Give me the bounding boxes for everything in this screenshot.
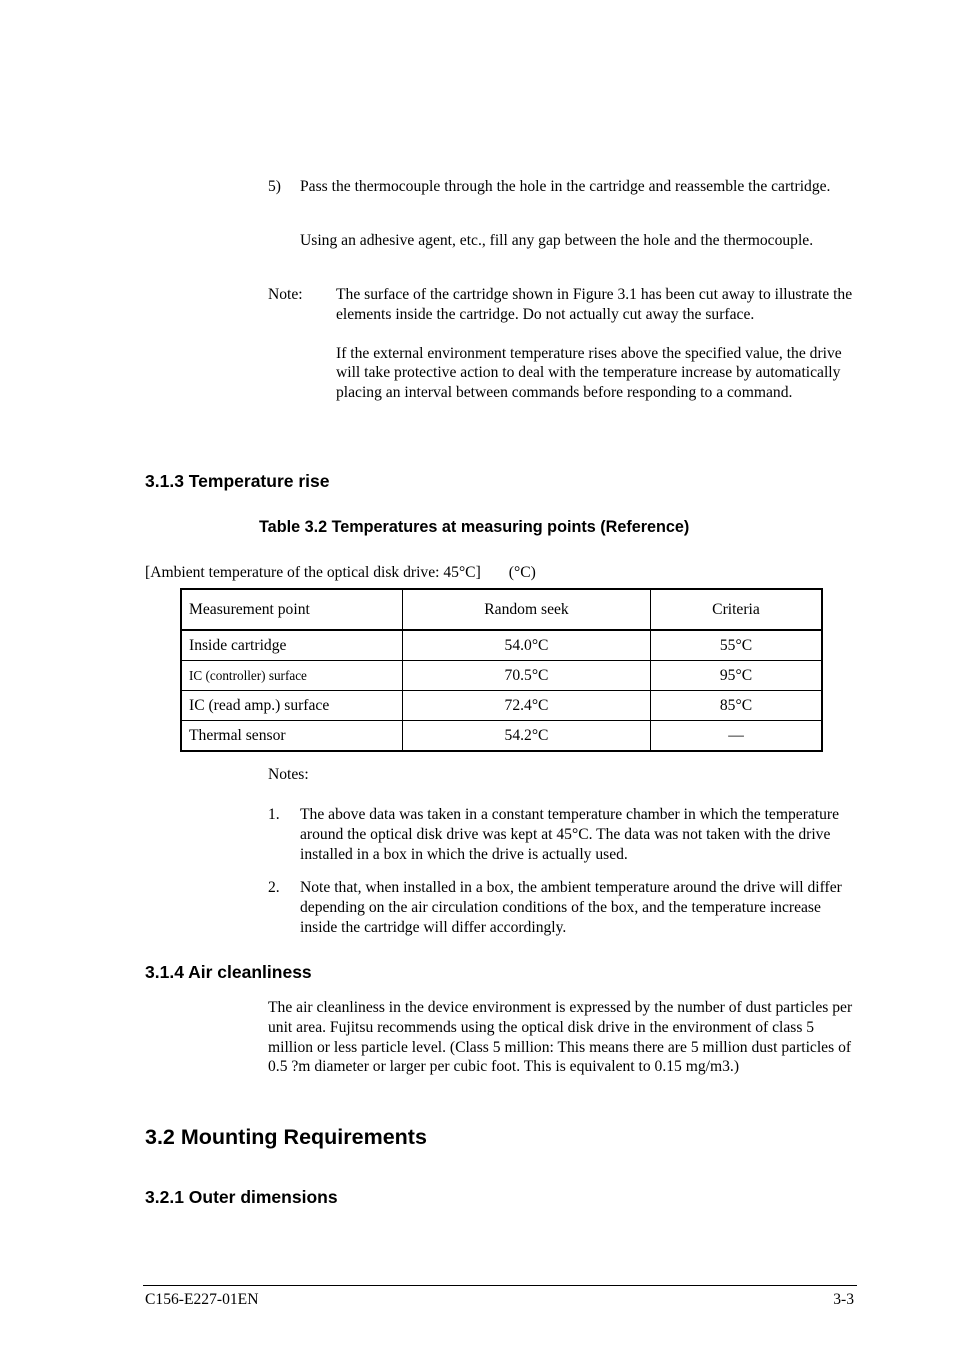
section-heading-3-1-4: 3.1.4 Air cleanliness [145,962,312,982]
list-item-text: Note that, when installed in a box, the ambient temperature around the drive will differ depending on the air circulation conditions of the box, and the temperature increase inside the cartridge will differ accordingly. [300,879,842,936]
note-paragraph-1: The surface of the cartridge shown in Figure 3.1 has been cut away to illustrate the elements inside the cartridge. Do not actually cut away the surface. [336,286,853,323]
table-caption: Table 3.2 Temperatures at measuring points (Reference) [259,518,690,536]
table-row [181,691,822,721]
note-body [336,285,858,403]
header-random-seek: Random seek [403,589,651,630]
step-5-subtext: Using an adhesive agent, etc., fill any gap between the hole and the thermocouple. [300,232,814,249]
section-heading-3-2: 3.2 Mounting Requirements [145,1125,427,1149]
cell-random-seek: 70.5°C [403,661,651,691]
ambient-condition [145,563,536,583]
cell-point: IC (controller) surface [181,661,403,691]
list-item [268,805,858,864]
cell-criteria: 55°C [651,630,823,661]
step-text: Pass the thermocouple through the hole in the cartridge and reassemble the cartridge. [300,178,831,195]
cell-point: Thermal sensor [181,721,403,752]
list-item-number: 2. [268,879,280,897]
table-row [181,721,822,752]
cell-random-seek: 72.4°C [403,691,651,721]
unit-label: (°C) [508,564,536,581]
header-criteria: Criteria [651,589,823,630]
list-item [268,878,858,937]
step-5 [268,177,858,197]
note-block [268,285,858,403]
list-item-number: 1. [268,806,280,823]
footer-page-number: 3-3 [833,1291,854,1308]
table-header-row [181,589,822,630]
section-heading-3-1-3: 3.1.3 Temperature rise [145,471,330,491]
cell-criteria: — [651,721,823,752]
note-paragraph-2: If the external environment temperature rises above the specified value, the drive will take protective action to deal with the temperature increase by automatically placing an interval between commands before responding to a command. [336,344,842,402]
temperature-table [180,588,823,752]
table-row [181,661,822,691]
footer-divider [143,1285,857,1286]
step-number: 5) [268,178,281,195]
list-item-text: The above data was taken in a constant temperature chamber in which the temperature around the optical disk drive was kept at 45°C. The data was not taken with the drive installed in a box in which the drive is actually used. [300,806,840,863]
footer-document-id: C156-E227-01EN [145,1291,259,1308]
cell-point: Inside cartridge [181,630,403,661]
cell-criteria: 85°C [651,691,823,721]
notes-list [268,805,858,952]
section-heading-3-2-1: 3.2.1 Outer dimensions [145,1187,338,1207]
cell-random-seek: 54.0°C [403,630,651,661]
table-row [181,630,822,661]
cell-random-seek: 54.2°C [403,721,651,752]
note-label: Note: [268,286,303,303]
notes-heading: Notes: [268,766,309,783]
header-measurement-point: Measurement point [181,589,403,630]
cell-point: IC (read amp.) surface [181,691,403,721]
ambient-text: [Ambient temperature of the optical disk drive: 45°C] [145,564,481,581]
air-cleanliness-paragraph: The air cleanliness in the device environment is expressed by the number of dust particles per unit area. Fujitsu recommends using the optical disk drive in the environment of class 5 million or less particle level. (Class 5 million: This means there are 5 million dust particles of 0.5 ?m diameter or larger per cubic foot. This is equivalent to 0.15 mg/m3.) [268,999,853,1076]
cell-criteria: 95°C [651,661,823,691]
